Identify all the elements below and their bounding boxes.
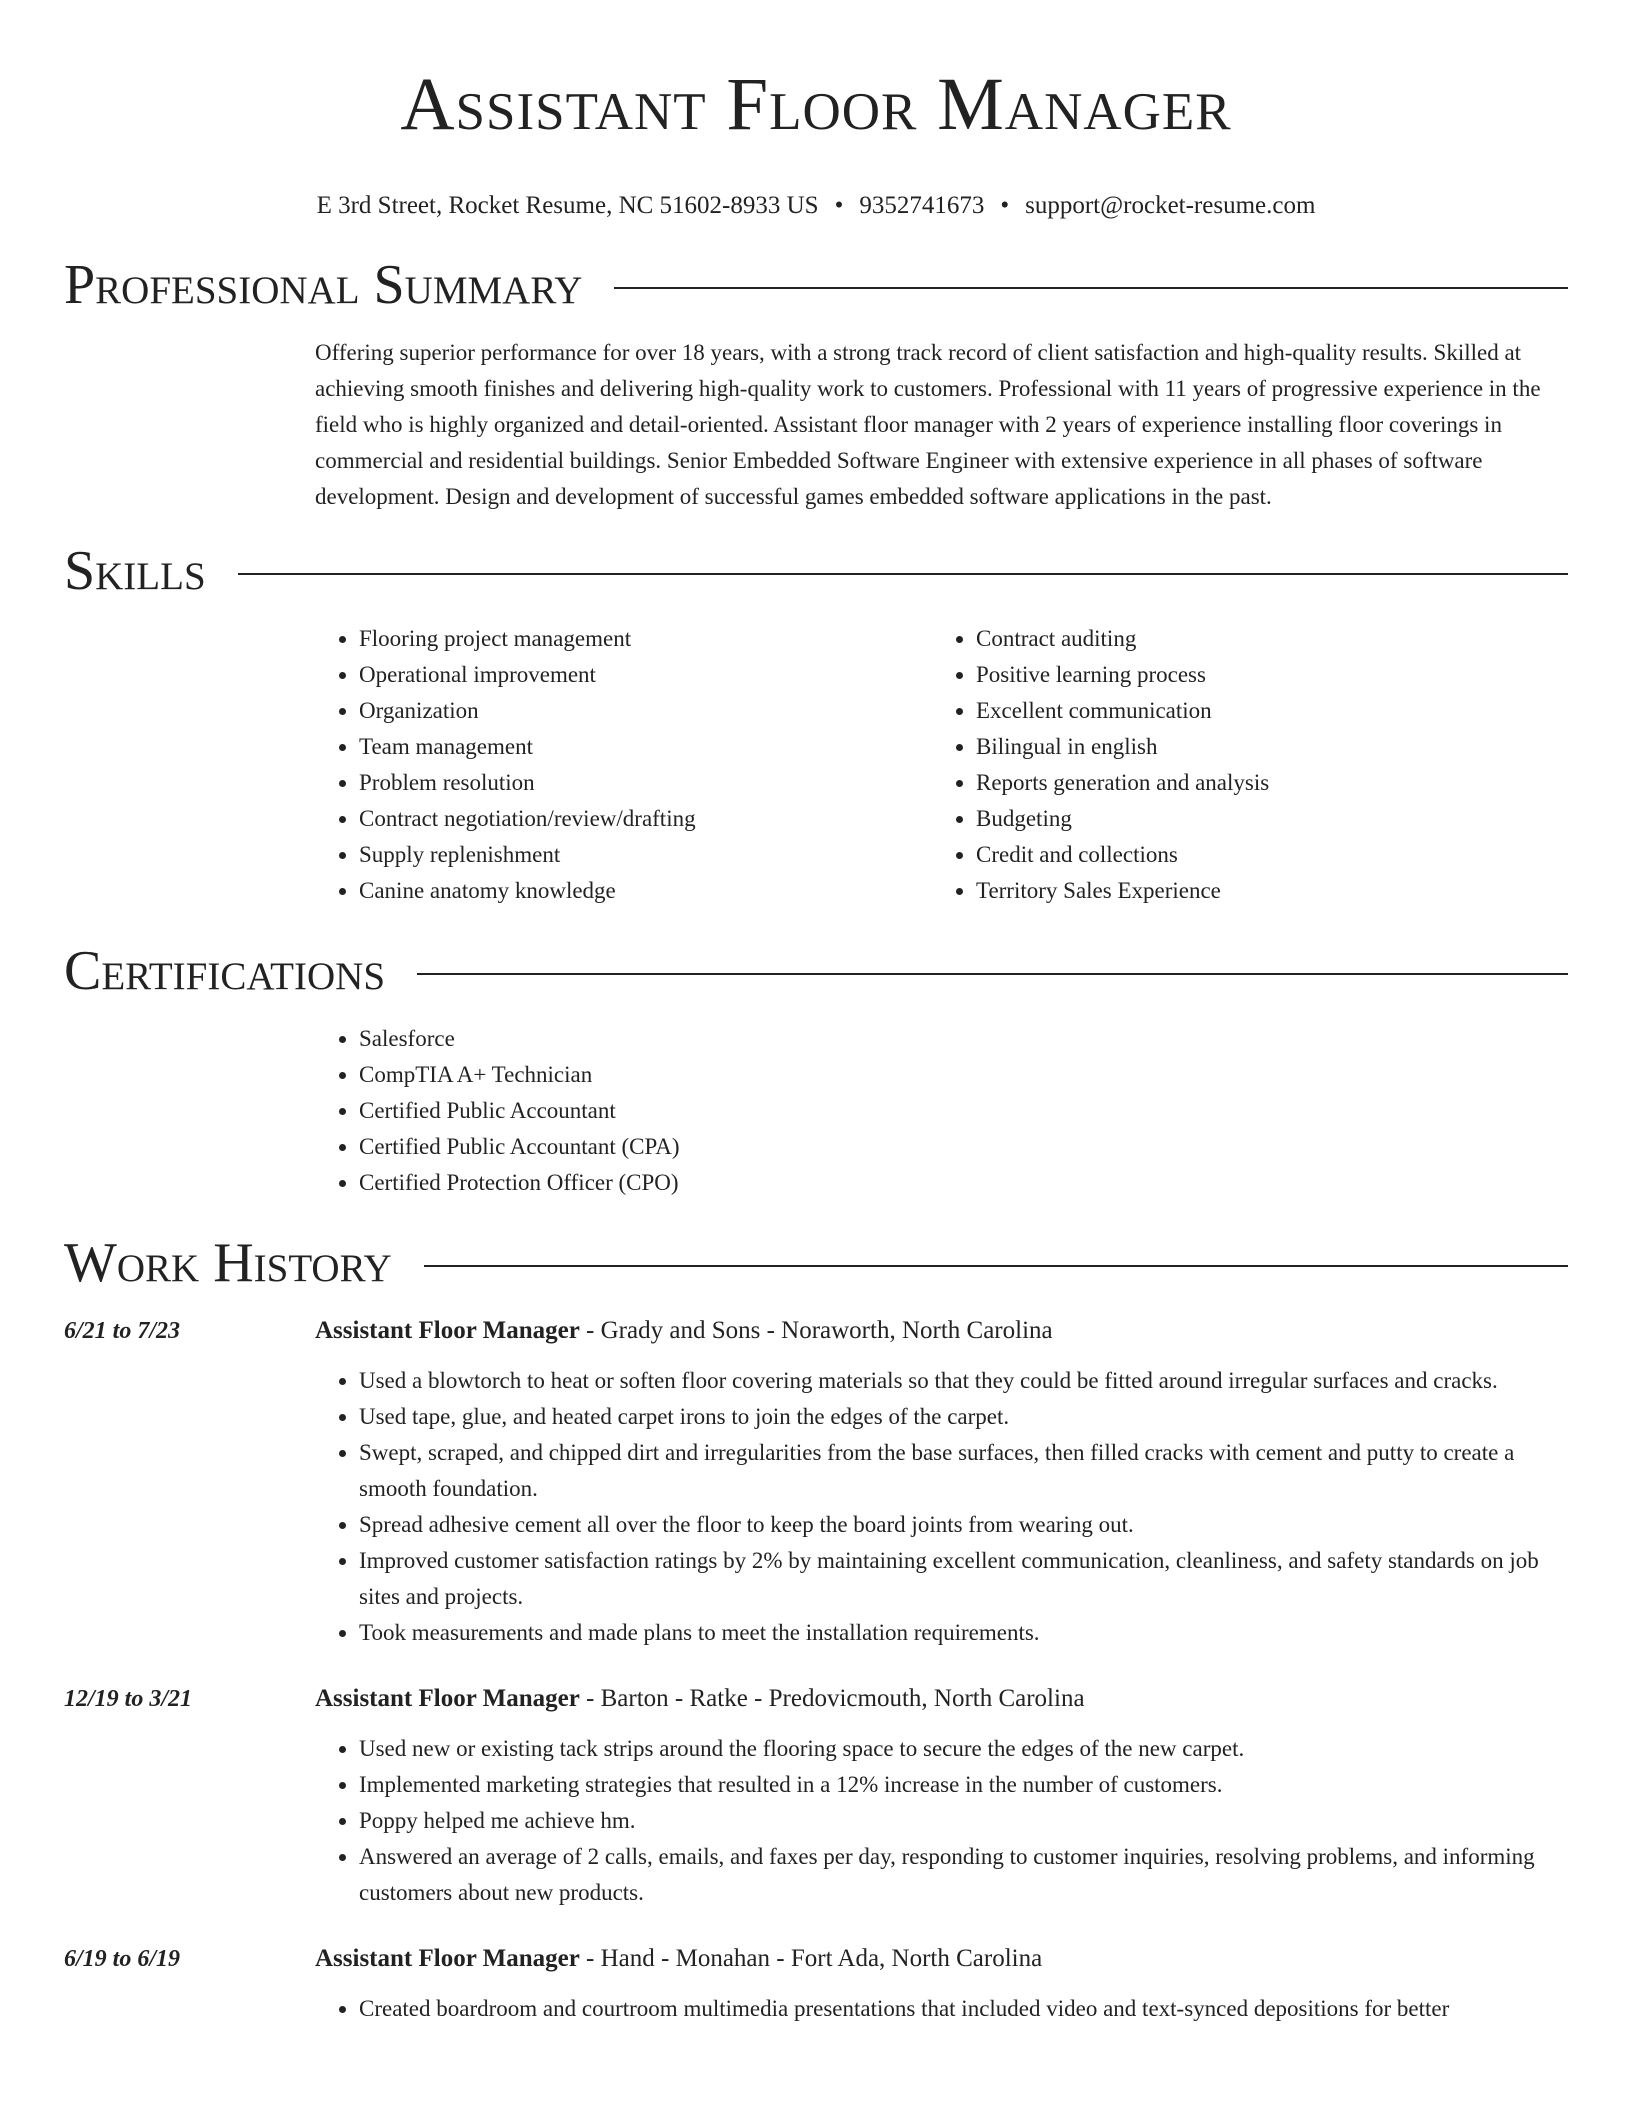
job-entry (64, 1681, 1568, 1911)
work-section-header (64, 1231, 1568, 1295)
skills-section-header (64, 539, 1568, 603)
section-divider (417, 973, 1568, 975)
job-title-line (315, 1941, 1568, 1977)
work-title: Work History (64, 1232, 392, 1294)
list-item: • Organization (359, 693, 932, 729)
contact-address: E 3rd Street, Rocket Resume, NC 51602-8933 US (316, 192, 819, 219)
job-role: Assistant Floor Manager (315, 1945, 580, 1972)
job-body (315, 1941, 1568, 2027)
list-item: • Swept, scraped, and chipped dirt and irregularities from the base surfaces, then filled cracks with cement and putty to create a smooth foundation. (359, 1435, 1568, 1507)
contact-separator: • (1000, 192, 1010, 219)
list-item: • Supply replenishment (359, 837, 932, 873)
section-divider (424, 1265, 1568, 1267)
list-item: • Took measurements and made plans to meet the installation requirements. (359, 1615, 1568, 1651)
summary-title: Professional Summary (64, 254, 583, 316)
certifications-section (315, 1021, 1568, 1201)
list-item: • Budgeting (976, 801, 1549, 837)
list-item: • Reports generation and analysis (976, 765, 1549, 801)
skills-list (315, 621, 1568, 909)
contact-phone: 9352741673 (859, 192, 985, 219)
list-item: • Canine anatomy knowledge (359, 873, 932, 909)
job-dates: 12/19 to 3/21 (64, 1686, 193, 1712)
certifications-list (315, 1021, 1568, 1201)
job-bullets (315, 1991, 1568, 2027)
job-company-location: - Hand - Monahan - Fort Ada, North Carolina (579, 1945, 1043, 1972)
skills-list-right (932, 621, 1549, 909)
list-item: • Contract negotiation/review/drafting (359, 801, 932, 837)
section-divider (614, 287, 1568, 289)
list-item: • Territory Sales Experience (976, 873, 1549, 909)
list-item: • Operational improvement (359, 657, 932, 693)
contact-line (64, 190, 1568, 222)
job-title-line (315, 1313, 1568, 1349)
list-item: • Certified Public Accountant (CPA) (359, 1129, 1568, 1165)
certifications-section-header (64, 939, 1568, 1003)
job-title-line (315, 1681, 1568, 1717)
job-company-location: - Barton - Ratke - Predovicmouth, North Carolina (579, 1685, 1085, 1712)
list-item: • Flooring project management (359, 621, 932, 657)
summary-section-header (64, 253, 1568, 317)
summary-text: Offering superior performance for over 18 years, with a strong track record of client satisfaction and high-quality results. Skilled at achieving smooth finishes and delivering high-quality work to customers. Professional with 11 years of progressive experience in the field who is highly organized and detail-oriented. Assistant floor manager with 2 years of experience installing floor coverings in commercial and residential buildings. Senior Embedded Software Engineer with extensive experience in all phases of software development. Design and development of successful games embedded software applications in the past. (315, 340, 1541, 509)
resume-name: Assistant Floor Manager (400, 63, 1232, 146)
list-item: • Contract auditing (976, 621, 1549, 657)
list-item: • Poppy helped me achieve hm. (359, 1803, 1568, 1839)
list-item: • Positive learning process (976, 657, 1549, 693)
job-entry (64, 1941, 1568, 2027)
job-dates: 6/19 to 6/19 (64, 1946, 181, 1972)
certifications-title: Certifications (64, 940, 386, 1002)
list-item: • Excellent communication (976, 693, 1549, 729)
job-role: Assistant Floor Manager (315, 1685, 580, 1712)
summary-section (315, 335, 1568, 515)
skills-title: Skills (64, 540, 206, 602)
skills-column-left (315, 621, 932, 909)
job-bullets (315, 1363, 1568, 1651)
job-role: Assistant Floor Manager (315, 1317, 580, 1344)
list-item: • Improved customer satisfaction ratings by 2% by maintaining excellent communication, cleanliness, and safety standards on job sites and projects. (359, 1543, 1568, 1615)
list-item: • Used new or existing tack strips around the flooring space to secure the edges of the new carpet. (359, 1731, 1568, 1767)
job-bullets (315, 1731, 1568, 1911)
list-item: • Certified Public Accountant (359, 1093, 1568, 1129)
work-history-list (64, 1313, 1568, 2027)
list-item: • Implemented marketing strategies that resulted in a 12% increase in the number of customers. (359, 1767, 1568, 1803)
contact-separator: • (834, 192, 844, 219)
list-item: • Credit and collections (976, 837, 1549, 873)
job-body (315, 1313, 1568, 1651)
job-dates: 6/21 to 7/23 (64, 1318, 181, 1344)
list-item: • Team management (359, 729, 932, 765)
contact-email[interactable]: support@rocket-resume.com (1025, 192, 1316, 219)
list-item: • Certified Protection Officer (CPO) (359, 1165, 1568, 1201)
job-company-location: - Grady and Sons - Noraworth, North Carolina (579, 1317, 1053, 1344)
section-divider (238, 573, 1568, 575)
list-item: • Bilingual in english (976, 729, 1549, 765)
list-item: • Salesforce (359, 1021, 1568, 1057)
list-item: • Used a blowtorch to heat or soften floor covering materials so that they could be fitted around irregular surfaces and cracks. (359, 1363, 1568, 1399)
list-item: • Problem resolution (359, 765, 932, 801)
list-item: • Created boardroom and courtroom multimedia presentations that included video and text-synced depositions for better (359, 1991, 1568, 2027)
job-entry (64, 1313, 1568, 1651)
list-item: • Spread adhesive cement all over the floor to keep the board joints from wearing out. (359, 1507, 1568, 1543)
job-body (315, 1681, 1568, 1911)
skills-column-right (932, 621, 1549, 909)
list-item: • CompTIA A+ Technician (359, 1057, 1568, 1093)
list-item: • Answered an average of 2 calls, emails, and faxes per day, responding to customer inquiries, resolving problems, and informing customers about new products. (359, 1839, 1568, 1911)
list-item: • Used tape, glue, and heated carpet irons to join the edges of the carpet. (359, 1399, 1568, 1435)
skills-list-left (315, 621, 932, 909)
